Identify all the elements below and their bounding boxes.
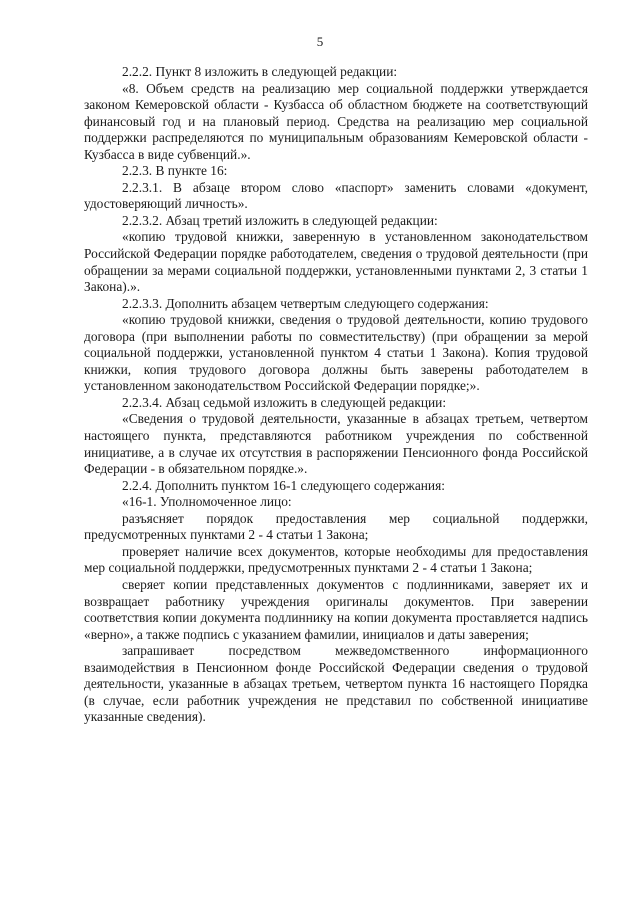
document-body [84, 64, 588, 726]
paragraph-abzac-three-text: «копию трудовой книжки, заверенную в установленном законодательством Российской Федерации порядке работодателем, сведения о трудовой деятельности (при обращении за мерами социальной поддержки, установленными пунктами 2, 3 статьи 1 Закона).». [84, 229, 588, 295]
paragraph-point-8-text: «8. Объем средств на реализацию мер социальной поддержки утверждается законом Кемеровской области - Кузбасса об областном бюджете на соответствующий финансовый год и на плановый период. Средства на реализацию мер социальной поддержки распределяются по муниципальным образованиям Кемеровской области - Кузбасса в виде субвенций.». [84, 80, 588, 162]
paragraph-16-1-heading: «16-1. Уполномоченное лицо: [122, 494, 292, 510]
paragraph-verifies: сверяет копии представленных документов с подлинниками, заверяет их и возвращает работнику учреждения оригиналы документов. При заверении соответствия копии документа подлиннику на копии документа проставляется надпись «верно», а также подпись с указанием фамилии, инициалов и даты заверения; [84, 576, 588, 642]
paragraph-explains: разъясняет порядок предоставления мер социальной поддержки, предусмотренных пунктами 2 - 4 статьи 1 Закона; [84, 510, 588, 543]
paragraph-2-2-4: 2.2.4. Дополнить пунктом 16-1 следующего содержания: [122, 477, 445, 493]
page-number: 5 [316, 34, 324, 49]
paragraph-abzac-four-text: «копию трудовой книжки, сведения о трудовой деятельности, копию трудового договора (при выполнении работы по совместительству) (при обращении за мерой социальной поддержки, установленной пунктом 4 статьи 1 Закона). Копия трудовой книжки, копия трудового договора должны быть заверены работодателем в установленном законодательством Российской Федерации порядке;». [84, 312, 588, 394]
paragraph-2-2-3-2: 2.2.3.2. Абзац третий изложить в следующей редакции: [122, 212, 438, 228]
paragraph-checks: проверяет наличие всех документов, которые необходимы для предоставления мер социальной поддержки, предусмотренных пунктами 2 - 4 статьи 1 Закона; [84, 543, 588, 576]
paragraph-requests: запрашивает посредством межведомственного информационного взаимодействия в Пенсионном фонде Российской Федерации сведения о трудовой деятельности, указанные в абзацах третьем, четвертом пункта 16 настоящего Порядка (в случае, если работник учреждения не представил по собственной инициативе указанные сведения). [84, 643, 588, 725]
paragraph-2-2-3-1: 2.2.3.1. В абзаце втором слово «паспорт» заменить словами «документ, удостоверяющий личность». [84, 179, 588, 212]
paragraph-2-2-3: 2.2.3. В пункте 16: [122, 163, 228, 179]
paragraph-2-2-2: 2.2.2. Пункт 8 изложить в следующей редакции: [122, 64, 398, 79]
paragraph-2-2-3-3: 2.2.3.3. Дополнить абзацем четвертым следующего содержания: [122, 295, 489, 311]
paragraph-abzac-seven-text: «Сведения о трудовой деятельности, указанные в абзацах третьем, четвертом настоящего пункта, представляются работником учреждения по собственной инициативе, а в случае их отсутствия в распоряжении Пенсионного фонда Российской Федерации - в обязательном порядке.». [84, 411, 588, 477]
paragraph-2-2-3-4: 2.2.3.4. Абзац седьмой изложить в следующей редакции: [122, 394, 447, 410]
